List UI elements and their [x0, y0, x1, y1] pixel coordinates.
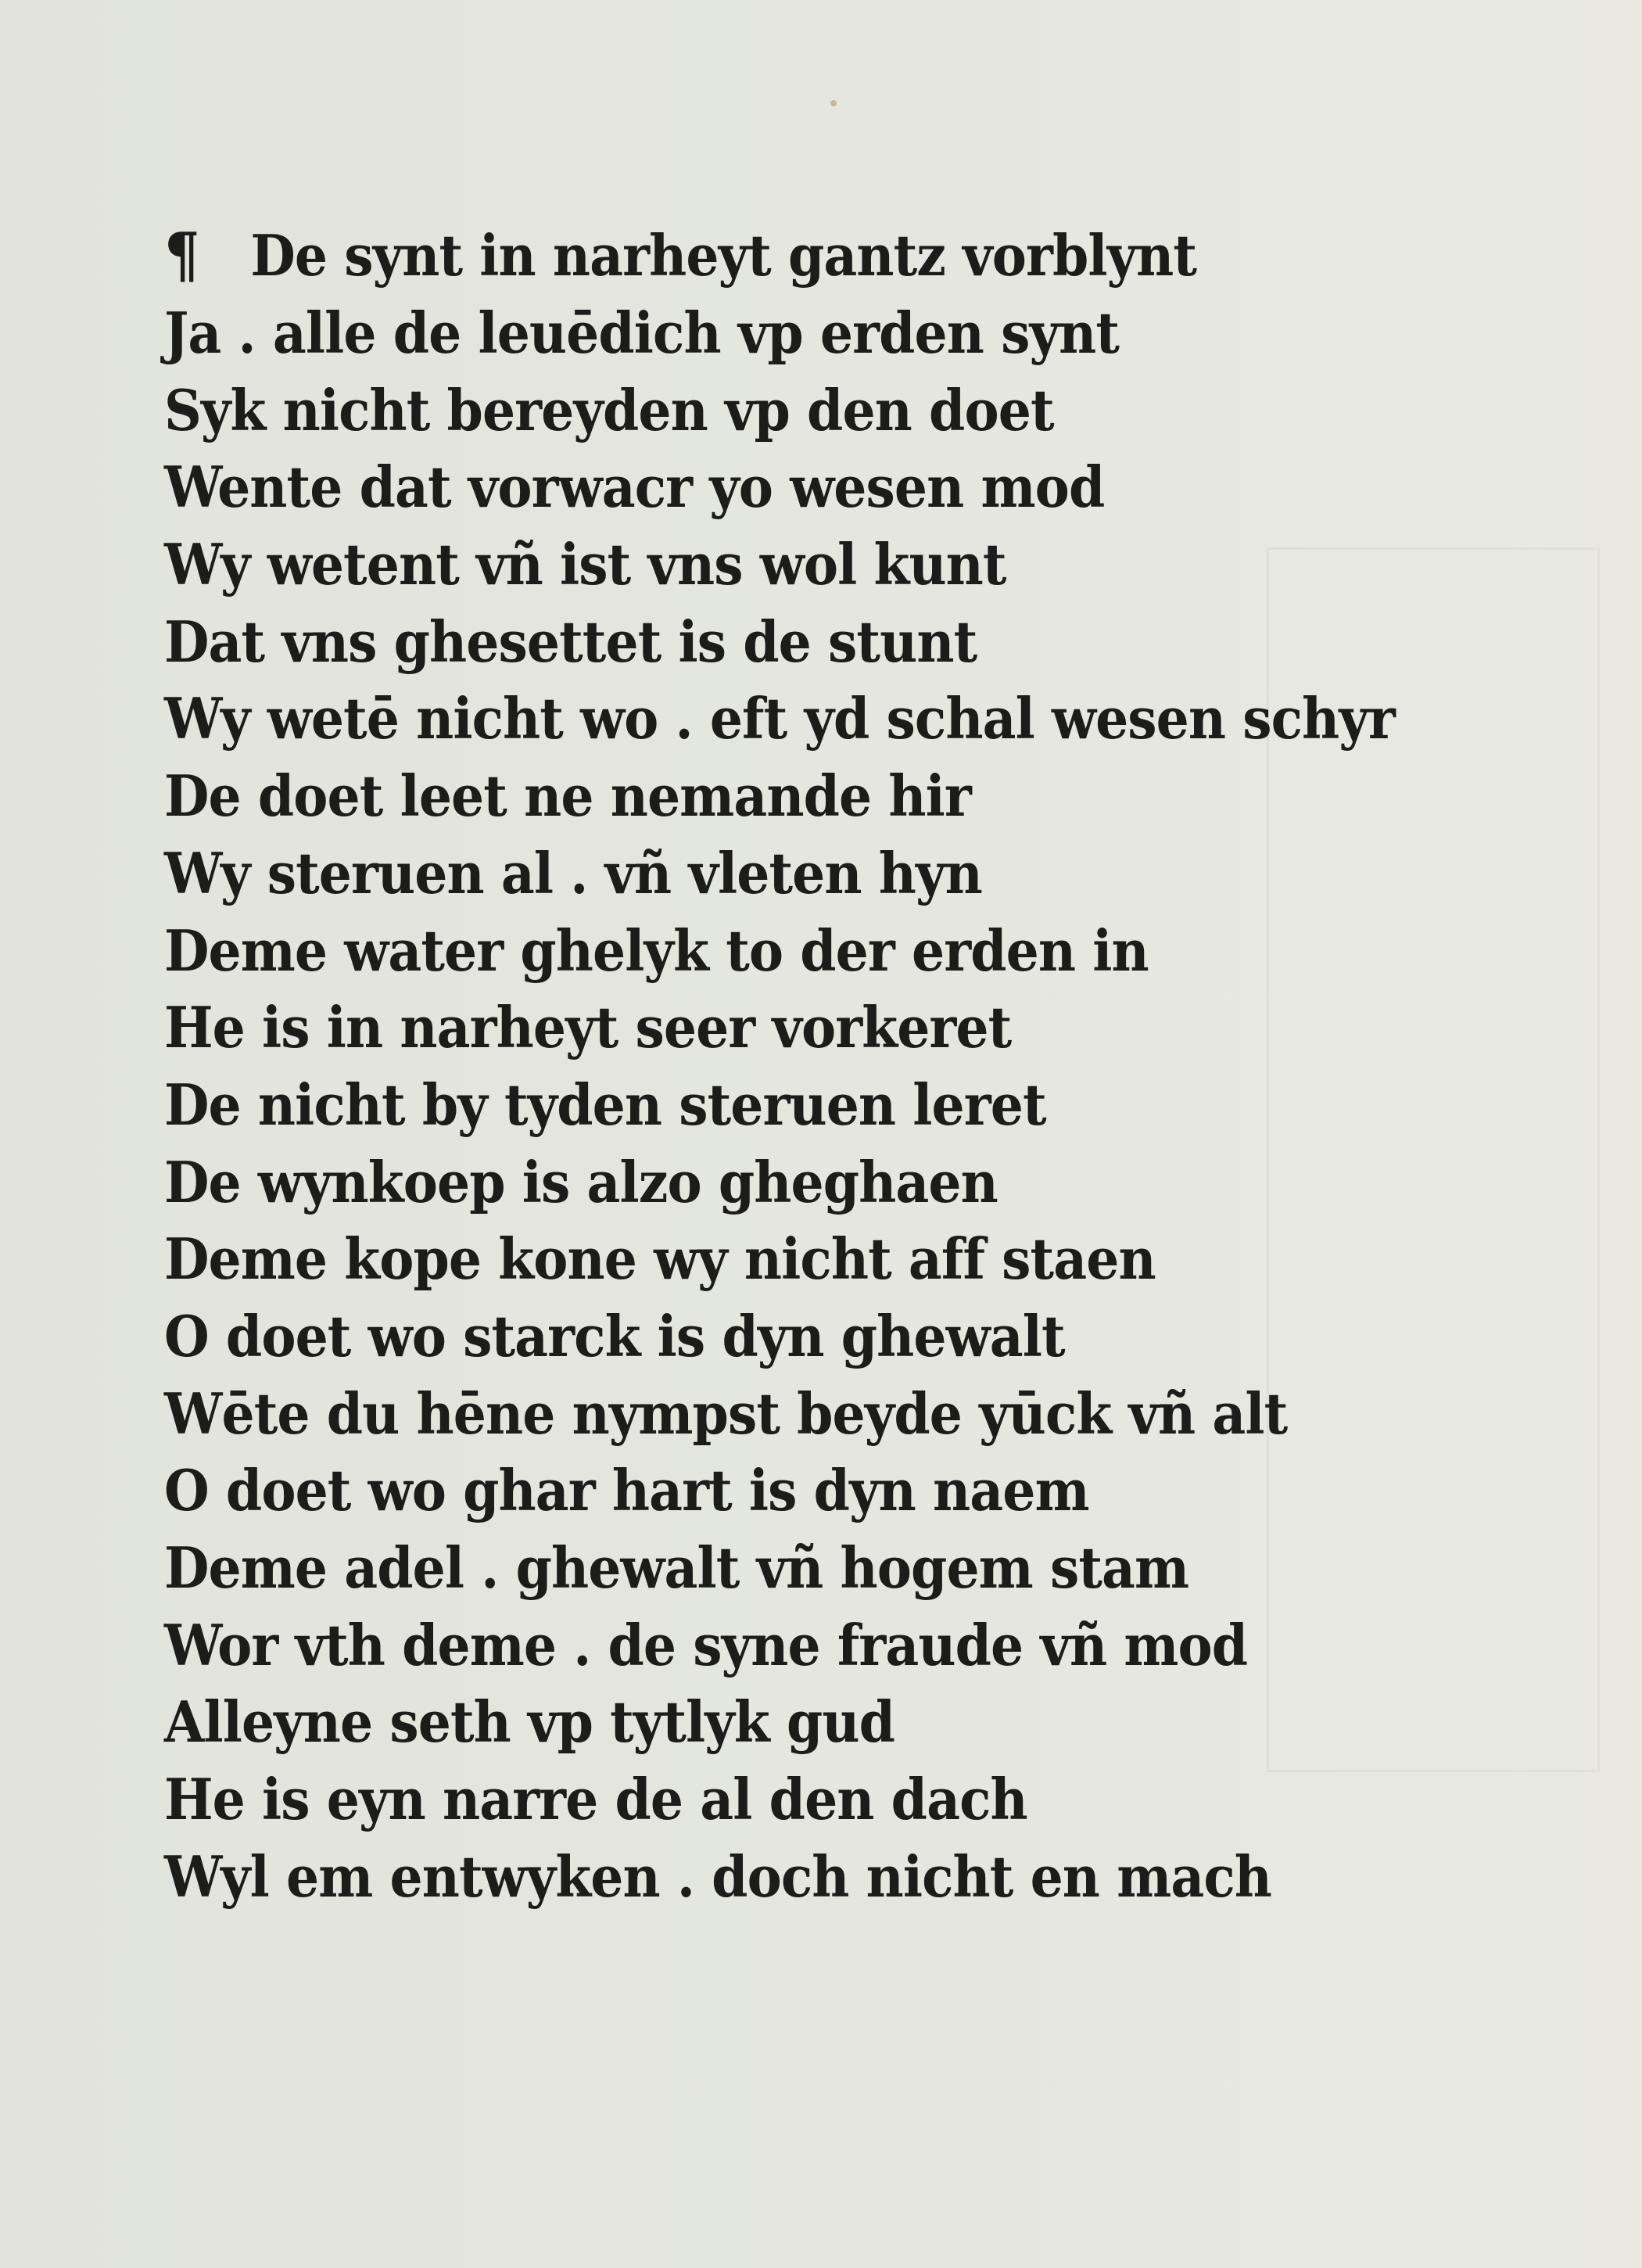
verse-line	[164, 1684, 1387, 1761]
verse-line-text: Deme kope kone wy nicht aff staen	[164, 1226, 1156, 1293]
verse-line-text: Wy wetē nicht wo . eft yd schal wesen schyr	[164, 685, 1395, 752]
verse-line-text: Deme adel . ghewalt vñ hogem stam	[164, 1534, 1189, 1602]
verse-line	[164, 1606, 1387, 1684]
verse-line	[164, 989, 1387, 1067]
verse-line-text: De synt in narheyt gantz vorblynt	[250, 222, 1197, 289]
pilcrow-mark: ¶	[164, 220, 199, 292]
verse-line-text: Wēte du hēne nympst beyde yūck vñ alt	[164, 1380, 1288, 1447]
verse-line	[164, 1838, 1387, 1915]
verse-line-text: Dat vns ghesettet is de stunt	[164, 608, 977, 675]
verse-line-text: Deme water ghelyk to der erden in	[164, 917, 1149, 984]
verse-line	[164, 1067, 1387, 1144]
verse-line	[164, 835, 1387, 913]
verse-line	[164, 1221, 1387, 1298]
verse-line-text: De nicht by tyden steruen leret	[164, 1071, 1046, 1138]
verse-line	[164, 295, 1387, 372]
verse-block	[164, 217, 1493, 1915]
verse-line	[164, 371, 1387, 449]
verse-line	[164, 1452, 1387, 1530]
verse-line-text: He is eyn narre de al den dach	[164, 1766, 1027, 1833]
verse-line-text: Wente dat vorwacr yo wesen mod	[164, 454, 1105, 521]
verse-line-text: O doet wo starck is dyn ghewalt	[164, 1302, 1065, 1369]
verse-line	[164, 758, 1387, 835]
verse-line	[164, 1530, 1387, 1607]
verse-line	[164, 1761, 1387, 1839]
verse-line-text: Ja . alle de leuēdich vp erden synt	[164, 300, 1119, 367]
verse-line	[164, 217, 1387, 295]
verse-line-text: De doet leet ne nemande hir	[164, 763, 971, 830]
verse-line	[164, 603, 1387, 680]
verse-line-text: O doet wo ghar hart is dyn naem	[164, 1457, 1089, 1524]
verse-line	[164, 680, 1395, 758]
verse-line	[164, 1298, 1387, 1376]
verse-line	[164, 526, 1387, 604]
verse-line	[164, 1375, 1387, 1452]
verse-line-text: Wy steruen al . vñ vleten hyn	[164, 839, 982, 906]
verse-line	[164, 1143, 1387, 1221]
verse-line-text: Wyl em entwyken . doch nicht en mach	[164, 1843, 1272, 1910]
verse-line-text: Wy wetent vñ ist vns wol kunt	[164, 531, 1006, 598]
verse-line-text: De wynkoep is alzo gheghaen	[164, 1148, 998, 1215]
paper-speck	[830, 100, 837, 106]
verse-line-text: Wor vth deme . de syne fraude vñ mod	[164, 1611, 1248, 1678]
verse-line-text: Syk nicht bereyden vp den doet	[164, 376, 1054, 443]
verse-line-text: He is in narheyt seer vorkeret	[164, 994, 1012, 1061]
verse-line-text: Alleyne seth vp tytlyk gud	[164, 1688, 895, 1756]
verse-line	[164, 449, 1387, 526]
verse-line	[164, 912, 1387, 989]
